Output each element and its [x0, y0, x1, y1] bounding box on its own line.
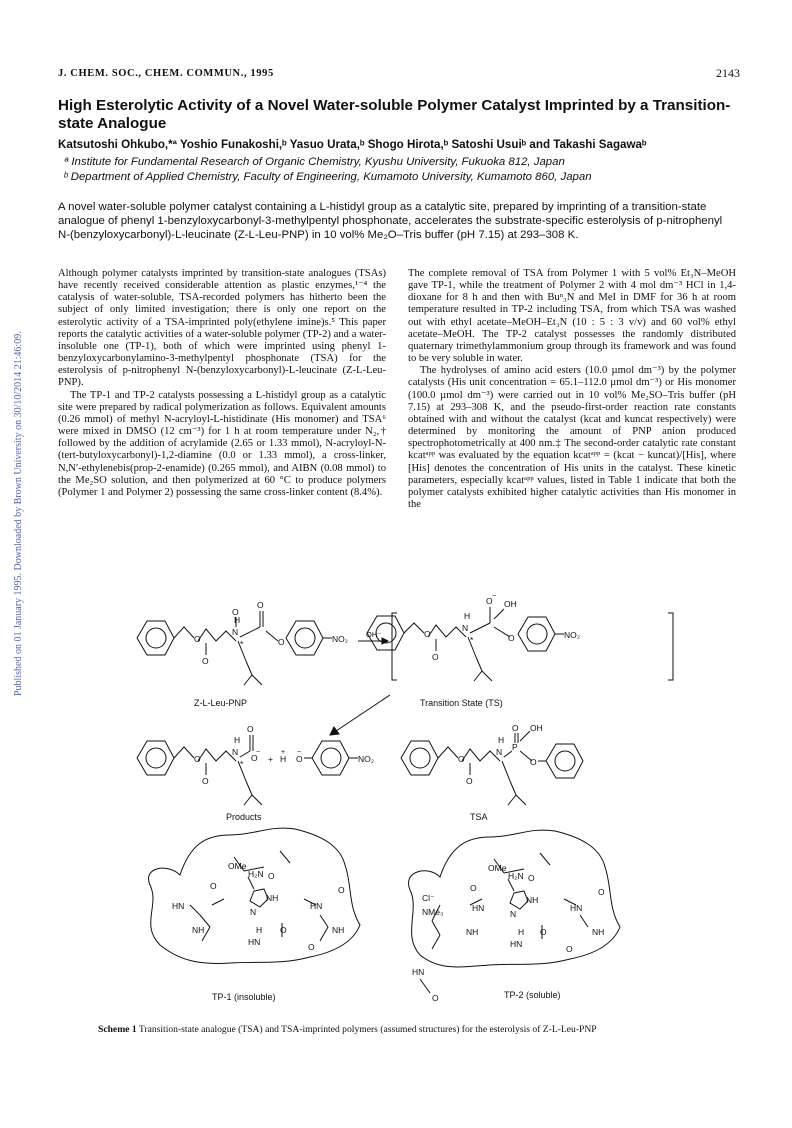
atom-label: HN [510, 939, 523, 949]
atom-label: N [232, 627, 239, 637]
atom-label: NH [266, 893, 279, 903]
atom-label: N [232, 747, 239, 757]
nitrophenyl-ring [312, 741, 349, 775]
atom-label: O [202, 656, 209, 666]
bond [432, 921, 440, 935]
atom-label: O [470, 883, 477, 893]
scheme-drawing [120, 405, 680, 1025]
download-note: Published on 01 January 1995. Downloaded by Brown University on 30/10/2014 21:46:09. [13, 331, 24, 696]
download-watermark [2, 276, 24, 696]
aromatic-circle [321, 748, 341, 768]
atom-label: O [232, 607, 239, 617]
bond [244, 795, 252, 805]
atom-label: O [280, 925, 287, 935]
atom-label: H₂N [248, 869, 264, 879]
bond [580, 915, 588, 927]
atom-label: O [598, 887, 605, 897]
atom-label: Cl⁻ [422, 893, 435, 903]
atom-label: H [518, 927, 525, 937]
atom-label: O [257, 600, 264, 610]
abstract: A novel water-soluble polymer catalyst containing a L-histidyl group as a catalytic site, prepared by imprinting of a transition-state analogue of phenyl 1-benzyloxycarbonyl-3-methylpentyl phosphonate, accelerates the substrate-specific esterolysis of p-nitrophenyl N-(benzyloxycarbonyl)-L-leucinate (Z-L-Leu-PNP) in 10 vol% Me₂O–Tris buffer (pH 7.15) at 293–308 K. [58, 201, 723, 242]
atom-label: O [466, 776, 473, 786]
atom-label: H [234, 735, 241, 745]
bond [470, 623, 490, 633]
affiliation-a: ª Institute for Fundamental Research of Organic Chemistry, Kyushu University, Fukuoka 812, Japan [64, 156, 565, 168]
bond [244, 675, 252, 685]
atom-label: OH [504, 599, 517, 609]
nitrophenyl-ring [286, 621, 323, 655]
bond [404, 623, 424, 633]
article-title: High Esterolytic Activity of a Novel Water-soluble Polymer Catalyst Imprinted by a Transition-state Analogue [58, 97, 731, 132]
scheme-caption [98, 1024, 718, 1035]
atom-label: O [566, 944, 573, 954]
atom-label: HN [412, 967, 425, 977]
atom-label: O [210, 881, 217, 891]
bond [438, 747, 458, 758]
bond [174, 627, 194, 638]
caption-text: Transition-state analogue (TSA) and TSA-imprinted polymers (assumed structures) for the esterolysis of Z-L-Leu-PNP [138, 1024, 597, 1035]
bond [510, 781, 516, 795]
author-list: Katsutoshi Ohkubo,*ª Yoshio Funakoshi,ᵇ Yasuo Urata,ᵇ Shogo Hirota,ᵇ Satoshi Usuiᵇ and Takashi Sagawaᵇ [58, 138, 647, 151]
nitro-label: NO₂ [564, 630, 581, 640]
atom-label: HN [472, 903, 485, 913]
plus-sign: + [268, 754, 273, 764]
bond [462, 747, 503, 761]
reaction-arrow [336, 695, 390, 731]
charge-label: − [297, 749, 302, 756]
products-structure [137, 735, 358, 805]
bond [516, 795, 526, 805]
bracket-right [668, 613, 673, 680]
nitro-label: NO₂ [358, 754, 375, 764]
paragraph: Although polymer catalysts imprinted by transition-state analogues (TSAs) have recently received considerable attention as plastic enzymes,¹⁻⁴ the catalysis of water-soluble, TSA-recorded polymers has hitherto been the subject of only limited investigation; there is only one report on the esterolytic activity of a TSA-imprinted poly(ethylene imine)s.⁵ This paper reports the catalytic activities of a water-soluble polymer (TP-2) and a water-insoluble one (TP-1), both of which were imprinted using phenyl 1-benzyloxycarbonylamino-3-methylpentyl phosphonate (TSA) for the esterolysis of p-nitrophenyl N-(benzyloxycarbonyl)-L-leucinate (Z-L-Leu-PNP). [58, 268, 386, 389]
nitro-label: NO₂ [332, 634, 349, 644]
atom-label: O [278, 637, 285, 647]
atom-label: P [512, 742, 518, 752]
atom-label: O [251, 753, 258, 763]
atom-label: O [432, 652, 439, 662]
transition-state-structure [367, 607, 673, 681]
bond [190, 905, 200, 915]
atom-label: H [256, 925, 263, 935]
benzene-ring [137, 741, 174, 775]
bond [508, 795, 516, 805]
aromatic-circle [146, 748, 166, 768]
atom-label: H₂N [508, 871, 524, 881]
atom-label: N [510, 909, 517, 919]
aromatic-circle [295, 628, 315, 648]
bond [280, 851, 290, 863]
stereo-star: * [470, 635, 474, 645]
atom-label: O [308, 942, 315, 952]
charge-label: − [256, 749, 261, 756]
bond [474, 671, 482, 681]
atom-label: O [458, 754, 465, 764]
bond [494, 609, 504, 619]
tp2-label: TP-2 (soluble) [504, 990, 561, 1000]
atom-label: NH [526, 895, 539, 905]
atom-label: O [528, 873, 535, 883]
bond [428, 623, 469, 637]
atom-label: O [338, 885, 345, 895]
atom-label: O [247, 724, 254, 734]
atom-label: HN [172, 901, 185, 911]
bond [198, 627, 239, 641]
atom-label: N [462, 623, 469, 633]
atom-label: O [202, 776, 209, 786]
tsa-structure [401, 731, 583, 805]
atom-label: O [508, 633, 515, 643]
bond [432, 935, 440, 949]
tsa-label: TSA [470, 812, 488, 822]
bond [482, 671, 492, 681]
atom-label: O [432, 993, 439, 1003]
substrate-label: Z-L-Leu-PNP [194, 698, 248, 708]
atom-label: O [530, 757, 537, 767]
atom-label: OMe [488, 863, 507, 873]
atom-label: O [296, 754, 303, 764]
bond [252, 675, 262, 685]
bond [266, 631, 278, 641]
affiliation-b: ᵇ Department of Applied Chemistry, Faculty of Engineering, Kumamoto University, Kumamoto 860, Japan [64, 171, 592, 183]
bond [212, 899, 224, 905]
atom-label: H [464, 611, 471, 621]
atom-label: H [498, 735, 505, 745]
aromatic-circle [555, 751, 575, 771]
atom-label: O [268, 871, 275, 881]
atom-label: HN [570, 903, 583, 913]
caption-label: Scheme 1 [98, 1024, 137, 1035]
atom-label: O [424, 629, 431, 639]
atom-label: H [234, 615, 241, 625]
atom-label: HN [248, 937, 261, 947]
atom-label: OH [530, 723, 543, 733]
charge-label: − [492, 593, 497, 600]
bond [420, 979, 430, 993]
bond [320, 915, 328, 927]
bond [476, 657, 482, 671]
bond [504, 751, 512, 757]
aromatic-circle [527, 624, 547, 644]
atom-label: HN [310, 901, 323, 911]
bond [252, 795, 262, 805]
atom-label: N [496, 747, 503, 757]
aromatic-circle [146, 628, 166, 648]
atom-label: O [486, 596, 493, 606]
nitrophenyl-ring [518, 617, 555, 651]
reaction-scheme [120, 405, 680, 1025]
bond [320, 927, 328, 941]
bond [240, 627, 260, 637]
tp1-label: TP-1 (insoluble) [212, 992, 276, 1002]
bond [520, 731, 530, 741]
atom-label: NH [332, 925, 345, 935]
aromatic-circle [410, 748, 430, 768]
atom-label: O [540, 927, 547, 937]
bond [246, 661, 252, 675]
bond [246, 781, 252, 795]
atom-label: NH [466, 927, 479, 937]
benzene-ring [401, 741, 438, 775]
bond [540, 853, 550, 865]
page-number: 2143 [716, 66, 740, 80]
bond [198, 747, 239, 761]
charge-label: + [281, 749, 286, 756]
phenyl-ring [546, 744, 583, 778]
arrow-head [330, 727, 339, 735]
transition-state-label: Transition State (TS) [420, 698, 503, 708]
products-label: Products [226, 812, 262, 822]
paragraph: The TP-1 and TP-2 catalysts possessing a L-histidyl group as a catalytic site were prepared by radical polymerization as follows. Equivalent amounts (0.26 mmol) of methyl N-acryloyl-L-histidinate (His monomer) and TSA⁶ were mixed in DMSO (12 cm⁻³) for 1 h at room temperature under N₂,† followed by the addition of acrylamide (2.65 or 1.33 mmol), N-acryloyl-N-(tert-butyloxycarbonyl)-1,2-diamine (0.0 or 1.33 mmol), a cross-linker, N,N′-ethylenebis(prop-2-enamide) (0.265 mmol), and AIBN (0.08 mmol) to the Me₂SO solution, and then polymerized at 60 °C to produce polymers (Polymer 1 and Polymer 2) possessing the same cross-linker content (8.4%). [58, 389, 386, 498]
hydroxide-label: OH⁻ [366, 630, 382, 639]
atom-label: N [250, 907, 257, 917]
atom-label: O [194, 754, 201, 764]
bond [502, 761, 510, 781]
atom-label: H [280, 754, 287, 764]
atom-label: O [194, 634, 201, 644]
atom-label: NMe₃ [422, 907, 444, 917]
running-head: J. CHEM. SOC., CHEM. COMMUN., 1995 [58, 68, 274, 79]
atom-label: NH [592, 927, 605, 937]
stereo-star: * [240, 639, 244, 649]
paragraph: The hydrolyses of amino acid esters (10.0 µmol dm⁻³) by the polymer catalysts (His unit concentration = 65.1–112.0 µmol dm⁻³) or His monomer (100.0 µmol dm⁻³) were carried out in 10 vol% Me₂SO–Tris buffer (pH 7.15) at 293–308 K, and the pseudo-first-order reaction rate constants obtained with and without the catalyst (kcat and kuncat respectively) were determined by monitoring the amount of PNP anion produced spectrophotometrically at 400 nm.‡ The second-order catalytic rate constant kcatᵃᵖᵖ was evaluated by the equation kcatᵃᵖᵖ = (kcat − kuncat)/[His], where [His] denotes the concentration of His units in the catalyst. These kinetic parameters, especially kcatᵃᵖᵖ values, listed in Table 1 indicate that both the polymer catalysts exhibited higher catalytic activities than His monomer in the [408, 365, 736, 510]
bond [174, 747, 194, 758]
paragraph: The complete removal of TSA from Polymer 1 with 5 vol% Et₃N–MeOH gave TP-1, while the treatment of Polymer 2 with 4 mol dm⁻³ HCl in 1,4-dioxane for 8 h and then with Buⁿ₃N and MeI in DMF for 36 h at room temperature resulted in TP-2 including TSA, from which TSA was washed out with ethyl acetate–MeOH–Et₃N (10 : 5 : 3 v/v) and 60 vol% ethyl acetate–MeOH. The TP-2 catalyst possesses the randomly distributed quaternary trimethylammonium group through its framework and was found to be very soluble in water. [408, 268, 736, 365]
benzene-ring [137, 621, 174, 655]
stereo-star: * [240, 759, 244, 769]
atom-label: OMe [228, 861, 247, 871]
bracket-left [392, 613, 397, 680]
atom-label: O [512, 723, 519, 733]
bond [240, 751, 250, 757]
atom-label: NH [192, 925, 205, 935]
